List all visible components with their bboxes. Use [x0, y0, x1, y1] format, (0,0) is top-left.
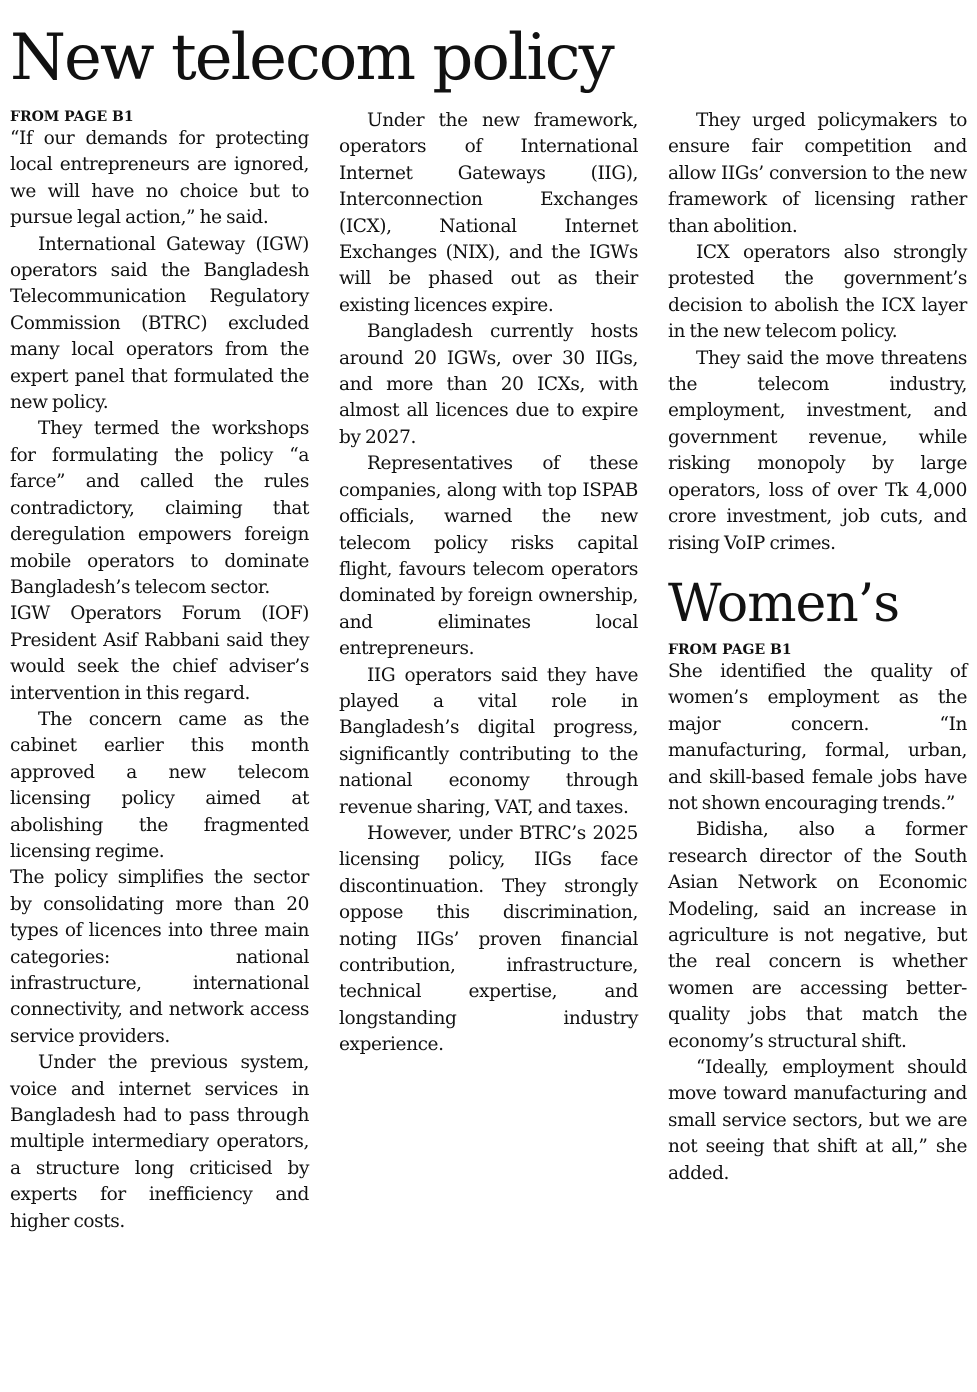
paragraph: Representatives of these companies, along with top ISPAB officials, warned the new telecom policy risks capital flight, favours telecom operators dominated by foreign ownership, and eliminates local entrepreneurs.	[339, 453, 638, 660]
column-3	[668, 108, 967, 1187]
paragraph: IIG operators said they have played a vital role in Bangladesh’s digital progress, significantly contributing to the national economy through revenue sharing, VAT, and taxes.	[339, 664, 638, 818]
paragraph: “If our demands for protecting local entrepreneurs are ignored, we will have no choice but to pursue legal action,” he said.	[10, 128, 309, 229]
column-2	[339, 108, 638, 1059]
paragraph: The concern came as the cabinet earlier this month approved a new telecom licensing policy aimed at abolishing the fragmented licensing regime.	[10, 708, 309, 862]
paragraph: They termed the workshops for formulating the policy “a farce” and called the rules contradictory, claiming that deregulation empowers foreign mobile operators to dominate Bangladesh’s telecom sector.	[10, 418, 309, 598]
paragraph: They said the move threatens the telecom industry, employment, investment, and government revenue, while risking monopoly by large operators, loss of over Tk 4,000 crore investment, job cuts, and rising VoIP crimes.	[668, 347, 967, 554]
dateline-womens: FROM PAGE B1	[668, 641, 792, 658]
paragraph: The policy simplifies the sector by consolidating more than 20 types of licences into three main categories: national infrastructure, international connectivity, and network access service providers.	[10, 867, 309, 1047]
paragraph: “Ideally, employment should move toward manufacturing and small service sectors, but we are not seeing that shift at all,” she added.	[668, 1057, 967, 1184]
column-1	[10, 108, 309, 1235]
paragraph: Bidisha, also a former research director of the South Asian Network on Economic Modeling, said an increase in agriculture is not negative, but the real concern is whether women are accessing better-quality jobs that match the economy’s structural shift.	[668, 819, 967, 1052]
paragraph: International Gateway (IGW) operators said the Bangladesh Telecommunication Regulatory Commission (BTRC) excluded many local operators from the expert panel that formulated the new policy.	[10, 233, 309, 414]
paragraph: Under the new framework, operators of International Internet Gateways (IIG), Interconnection Exchanges (ICX), National Internet Exchanges (NIX), and the IGWs will be phased out as their existing licences expire.	[339, 110, 638, 316]
story-headline-womens: Women’s	[668, 573, 900, 634]
paragraph: They urged policymakers to ensure fair competition and allow IIGs’ conversion to the new framework of licensing rather than abolition.	[668, 110, 967, 237]
paragraph: However, under BTRC’s 2025 licensing policy, IIGs face discontinuation. They strongly oppose this discrimination, noting IIGs’ proven financial contribution, infrastructure, technical expertise, and longstanding industry experience.	[339, 822, 638, 1056]
paragraph: Bangladesh currently hosts around 20 IGWs, over 30 IIGs, and more than 20 ICXs, with almost all licences due to expire by 2027.	[339, 321, 638, 448]
paragraph: ICX operators also strongly protested the government’s decision to abolish the ICX layer in the new telecom policy.	[668, 242, 967, 343]
dateline-telecom: FROM PAGE B1	[10, 109, 134, 125]
paragraph: IGW Operators Forum (IOF) President Asif Rabbani said they would seek the chief adviser’s intervention in this regard.	[10, 603, 309, 704]
paragraph: Under the previous system, voice and internet services in Bangladesh had to pass through multiple intermediary operators, a structure long criticised by experts for inefficiency and higher costs.	[10, 1052, 309, 1232]
story-headline-telecom: New telecom policy	[10, 21, 613, 95]
paragraph: She identified the quality of women’s employment as the major concern. “In manufacturing, formal, urban, and skill-based female jobs have not shown encouraging trends.”	[668, 660, 967, 814]
